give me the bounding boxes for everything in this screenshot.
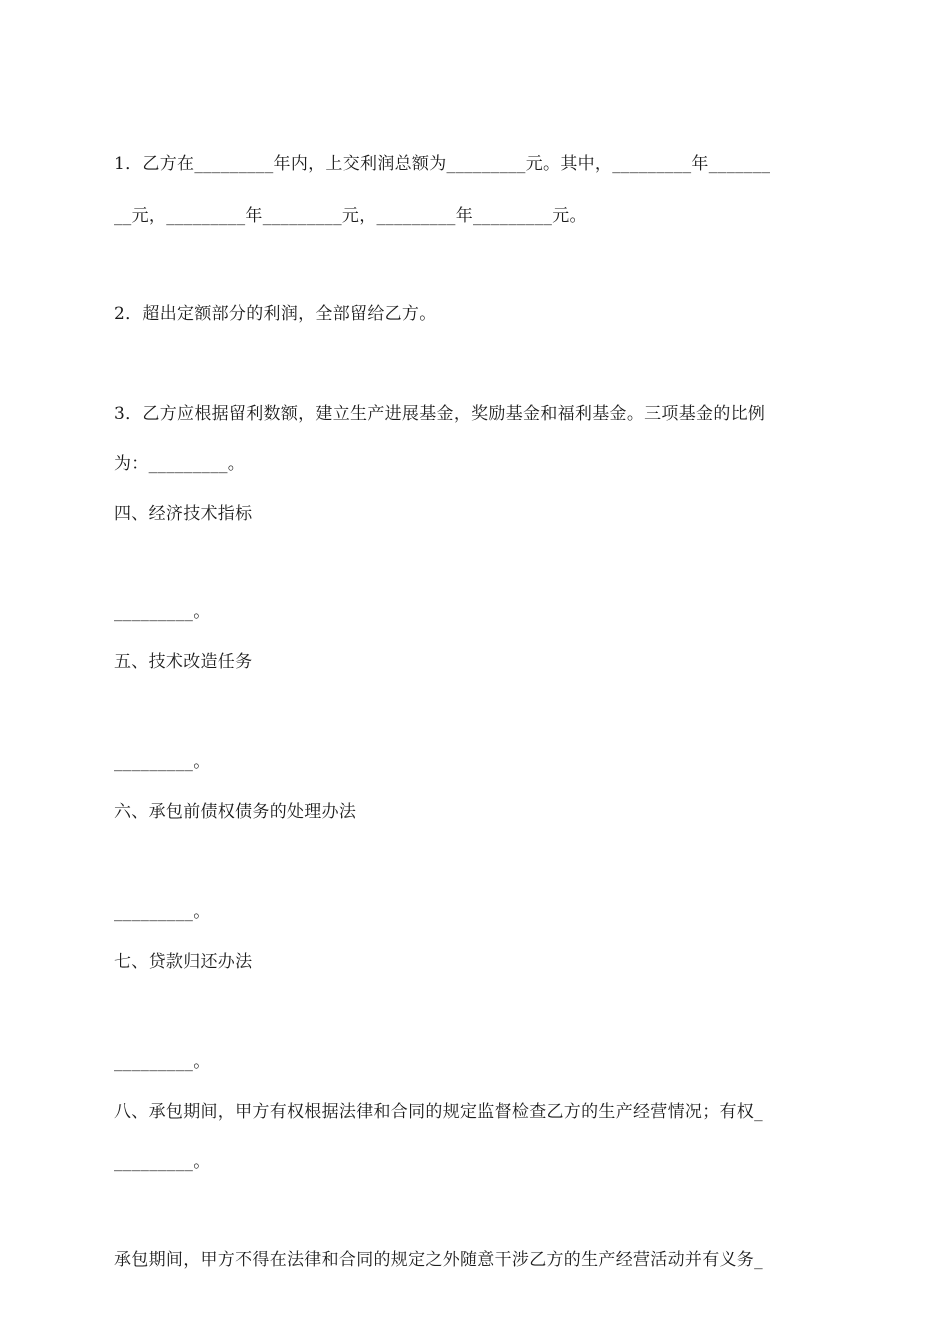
section-4-blank: _________。	[114, 602, 211, 622]
clause-3-line-1: 3．乙方应根据留利数额，建立生产进展基金，奖励基金和福利基金。三项基金的比例	[114, 404, 766, 424]
section-8-paragraph-2: 承包期间，甲方不得在法律和合同的规定之外随意干涉乙方的生产经营活动并有义务_	[114, 1250, 763, 1270]
section-5-heading: 五、技术改造任务	[114, 652, 253, 672]
section-5-blank: _________。	[114, 752, 211, 772]
section-7-heading: 七、贷款归还办法	[114, 952, 253, 972]
section-6-blank: _________。	[114, 902, 211, 922]
clause-1-line-1: 1．乙方在_________年内，上交利润总额为_________元。其中，_________年_______	[114, 154, 771, 174]
clause-3-line-2: 为：_________。	[114, 454, 246, 474]
section-4-heading: 四、经济技术指标	[114, 504, 253, 524]
clause-2: 2．超出定额部分的利润，全部留给乙方。	[114, 304, 437, 324]
section-7-blank: _________。	[114, 1052, 211, 1072]
section-6-heading: 六、承包前债权债务的处理办法	[114, 802, 357, 822]
clause-1-line-2: __元，_________年_________元，_________年_________元。	[114, 206, 587, 226]
section-8-line-1: 八、承包期间，甲方有权根据法律和合同的规定监督检查乙方的生产经营情况；有权_	[114, 1102, 763, 1122]
section-8-line-2: _________。	[114, 1152, 211, 1172]
